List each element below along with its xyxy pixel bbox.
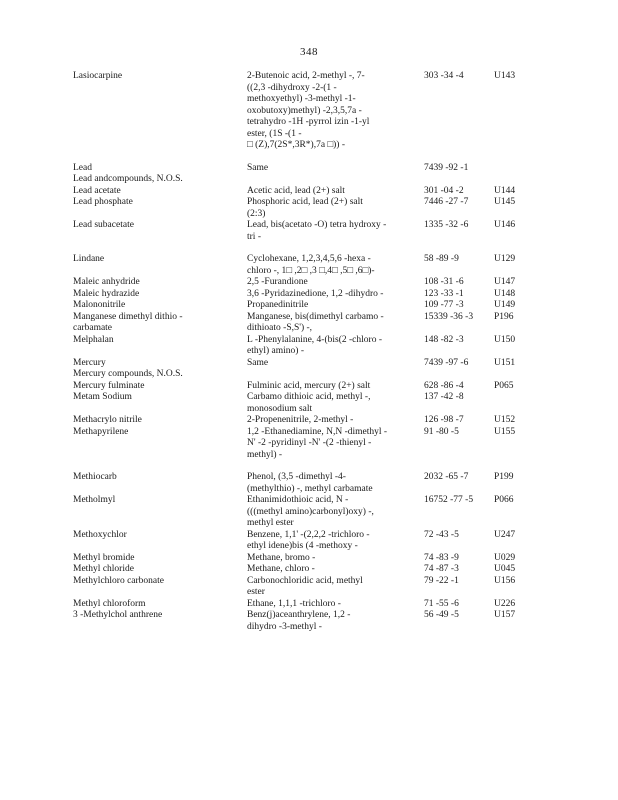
- substance-name: Malononitrile: [73, 300, 126, 310]
- substance-name: Methyl bromide: [73, 552, 135, 563]
- hazardous-waste-code: U150: [494, 334, 516, 345]
- cas-number: 137 -42 -8: [424, 392, 464, 402]
- table-row: [73, 427, 533, 462]
- table-row: [73, 254, 533, 277]
- chemical-synonym: Cyclohexane, 1,2,3,4,5,6 -hexa - chloro -, 1□ ,2□ ,3 □,4□ ,5□ ,6□)-: [247, 254, 375, 276]
- cas-number: 74 -87 -3: [424, 564, 459, 574]
- hazardous-waste-code: U157: [494, 610, 516, 620]
- table-row: [73, 564, 533, 576]
- substance-name: Methiocarb: [73, 472, 117, 482]
- cas-number: 2032 -65 -7: [424, 472, 469, 482]
- hazardous-waste-code: U156: [494, 575, 516, 586]
- table-row: [73, 174, 533, 186]
- table-row: [73, 530, 533, 553]
- cas-number: 123 -33 -1: [424, 288, 464, 299]
- chemical-synonym: Methane, bromo -: [247, 552, 316, 563]
- hazardous-waste-code: U247: [494, 529, 516, 540]
- cas-number: 628 -86 -4: [424, 380, 464, 391]
- table-row: [73, 220, 533, 243]
- cas-number: 7439 -97 -6: [424, 357, 469, 368]
- substance-name: Maleic anhydride: [73, 277, 140, 287]
- table-row: [73, 369, 533, 381]
- substance-name: Methoxychlor: [73, 529, 127, 540]
- chemical-synonym: Propanedinitrile: [247, 300, 309, 310]
- chemical-synonym: Methane, chloro -: [247, 564, 315, 574]
- page-number: 348: [300, 46, 318, 58]
- table-row: [73, 381, 533, 393]
- substance-name: Methapyrilene: [73, 426, 129, 437]
- table-row: [73, 71, 533, 152]
- substance-name: Lasiocarpine: [73, 71, 123, 81]
- substance-name: Maleic hydrazide: [73, 288, 140, 299]
- chemical-synonym: Benzene, 1,1' -(2,2,2 -trichloro - ethyl idene)bis (4 -methoxy -: [247, 529, 370, 551]
- chemical-synonym: 3,6 -Pyridazinedione, 1,2 -dihydro -: [247, 288, 384, 299]
- hazardous-waste-code: U151: [494, 357, 516, 368]
- table-row: [73, 289, 533, 301]
- table-row: [73, 312, 533, 335]
- cas-number: 126 -98 -7: [424, 415, 464, 425]
- substance-name: Lead phosphate: [73, 197, 133, 207]
- hazardous-waste-code: U226: [494, 598, 516, 609]
- chemical-synonym: 2,5 -Furandione: [247, 277, 308, 287]
- chemical-synonym: Ethane, 1,1,1 -trichloro -: [247, 598, 341, 609]
- substance-name: Lead subacetate: [73, 220, 134, 230]
- hazardous-waste-code: U147: [494, 277, 516, 287]
- chemical-synonym: Benz(j)aceanthrylene, 1,2 - dihydro -3-methyl -: [247, 610, 351, 632]
- cas-number: 58 -89 -9: [424, 254, 459, 264]
- table-row: [73, 197, 533, 220]
- chemical-synonym: Phosphoric acid, lead (2+) salt (2:3): [247, 197, 363, 219]
- chemical-table: [73, 71, 533, 633]
- substance-name: Methyl chloroform: [73, 598, 146, 609]
- hazardous-waste-code: U129: [494, 254, 516, 264]
- cas-number: 15339 -36 -3: [424, 311, 474, 322]
- hazardous-waste-code: U152: [494, 415, 516, 425]
- table-row: [73, 186, 533, 198]
- chemical-synonym: Lead, bis(acetato -O) tetra hydroxy - tri -: [247, 220, 387, 242]
- table-row: [73, 415, 533, 427]
- hazardous-waste-code: P199: [494, 472, 514, 482]
- table-row: [73, 576, 533, 599]
- substance-name: Metholmyl: [73, 495, 116, 505]
- table-row: [73, 277, 533, 289]
- cas-number: 109 -77 -3: [424, 300, 464, 310]
- chemical-synonym: Same: [247, 357, 269, 368]
- substance-name: Melphalan: [73, 334, 114, 345]
- chemical-synonym: Phenol, (3,5 -dimethyl -4- (methylthio) -, methyl carbamate: [247, 472, 373, 494]
- table-row: [73, 358, 533, 370]
- hazardous-waste-code: U145: [494, 197, 516, 207]
- hazardous-waste-code: P065: [494, 380, 514, 391]
- substance-name: Lead andcompounds, N.O.S.: [73, 174, 183, 184]
- hazardous-waste-code: U149: [494, 300, 516, 310]
- chemical-synonym: Carbonochloridic acid, methyl ester: [247, 575, 363, 597]
- table-row: [73, 392, 533, 415]
- table-row: [73, 472, 533, 495]
- substance-name: Mercury: [73, 357, 106, 368]
- cas-number: 108 -31 -6: [424, 277, 464, 287]
- substance-name: Lead: [73, 162, 92, 173]
- cas-number: 301 -04 -2: [424, 185, 464, 196]
- chemical-synonym: Ethanimidothioic acid, N - (((methyl amino)carbonyl)oxy) -, methyl ester: [247, 495, 374, 528]
- table-row: [73, 610, 533, 633]
- substance-name: Manganese dimethyl dithio - carbamate: [73, 311, 183, 333]
- substance-name: Metam Sodium: [73, 392, 132, 402]
- chemical-synonym: Same: [247, 162, 269, 173]
- chemical-synonym: 2-Butenoic acid, 2-methyl -, 7- ((2,3 -dihydroxy -2-(1 - methoxyethyl) -3-methyl -1- oxobutoxy)methyl) -2,3,5,7a - tetrahydro -1H -pyrrol izin -1-yl ester, (1S -(1 - □ (Z),7(2S*,3R*),7a □)) -: [247, 71, 370, 150]
- table-row: [73, 335, 533, 358]
- cas-number: 56 -49 -5: [424, 610, 459, 620]
- table-row: [73, 300, 533, 312]
- cas-number: 148 -82 -3: [424, 334, 464, 345]
- chemical-synonym: L -Phenylalanine, 4-(bis(2 -chloro - ethyl) amino) -: [247, 334, 382, 356]
- chemical-synonym: 1,2 -Ethanediamine, N,N -dimethyl - N' -2 -pyridinyl -N' -(2 -thienyl - methyl) -: [247, 426, 388, 460]
- table-row: [73, 599, 533, 611]
- substance-name: 3 -Methylchol anthrene: [73, 610, 163, 620]
- substance-name: Methacrylo nitrile: [73, 415, 142, 425]
- hazardous-waste-code: U148: [494, 288, 516, 299]
- substance-name: Mercury compounds, N.O.S.: [73, 369, 183, 379]
- cas-number: 16752 -77 -5: [424, 495, 474, 505]
- cas-number: 1335 -32 -6: [424, 220, 469, 230]
- cas-number: 74 -83 -9: [424, 552, 459, 563]
- cas-number: 303 -34 -4: [424, 71, 464, 81]
- chemical-synonym: Carbamo dithioic acid, methyl -, monosodium salt: [247, 392, 371, 414]
- table-row: [73, 163, 533, 175]
- cas-number: 91 -80 -5: [424, 426, 459, 437]
- cas-number: 7446 -27 -7: [424, 197, 469, 207]
- table-row: [73, 553, 533, 565]
- hazardous-waste-code: U144: [494, 185, 516, 196]
- hazardous-waste-code: P066: [494, 495, 514, 505]
- substance-name: Lead acetate: [73, 185, 121, 196]
- cas-number: 71 -55 -6: [424, 598, 459, 609]
- chemical-synonym: Fulminic acid, mercury (2+) salt: [247, 380, 371, 391]
- cas-number: 72 -43 -5: [424, 529, 459, 540]
- hazardous-waste-code: U143: [494, 71, 516, 81]
- hazardous-waste-code: P196: [494, 311, 514, 322]
- hazardous-waste-code: U029: [494, 552, 516, 563]
- substance-name: Methyl chloride: [73, 564, 134, 574]
- table-row: [73, 495, 533, 530]
- cas-number: 7439 -92 -1: [424, 162, 469, 173]
- hazardous-waste-code: U155: [494, 426, 516, 437]
- substance-name: Methylchloro carbonate: [73, 575, 165, 586]
- hazardous-waste-code: U045: [494, 564, 516, 574]
- substance-name: Mercury fulminate: [73, 380, 145, 391]
- hazardous-waste-code: U146: [494, 220, 516, 230]
- substance-name: Lindane: [73, 254, 105, 264]
- cas-number: 79 -22 -1: [424, 575, 459, 586]
- chemical-synonym: 2-Propenenitrile, 2-methyl -: [247, 415, 354, 425]
- chemical-synonym: Manganese, bis(dimethyl carbamo - dithioato -S,S') -,: [247, 311, 384, 333]
- chemical-synonym: Acetic acid, lead (2+) salt: [247, 185, 345, 196]
